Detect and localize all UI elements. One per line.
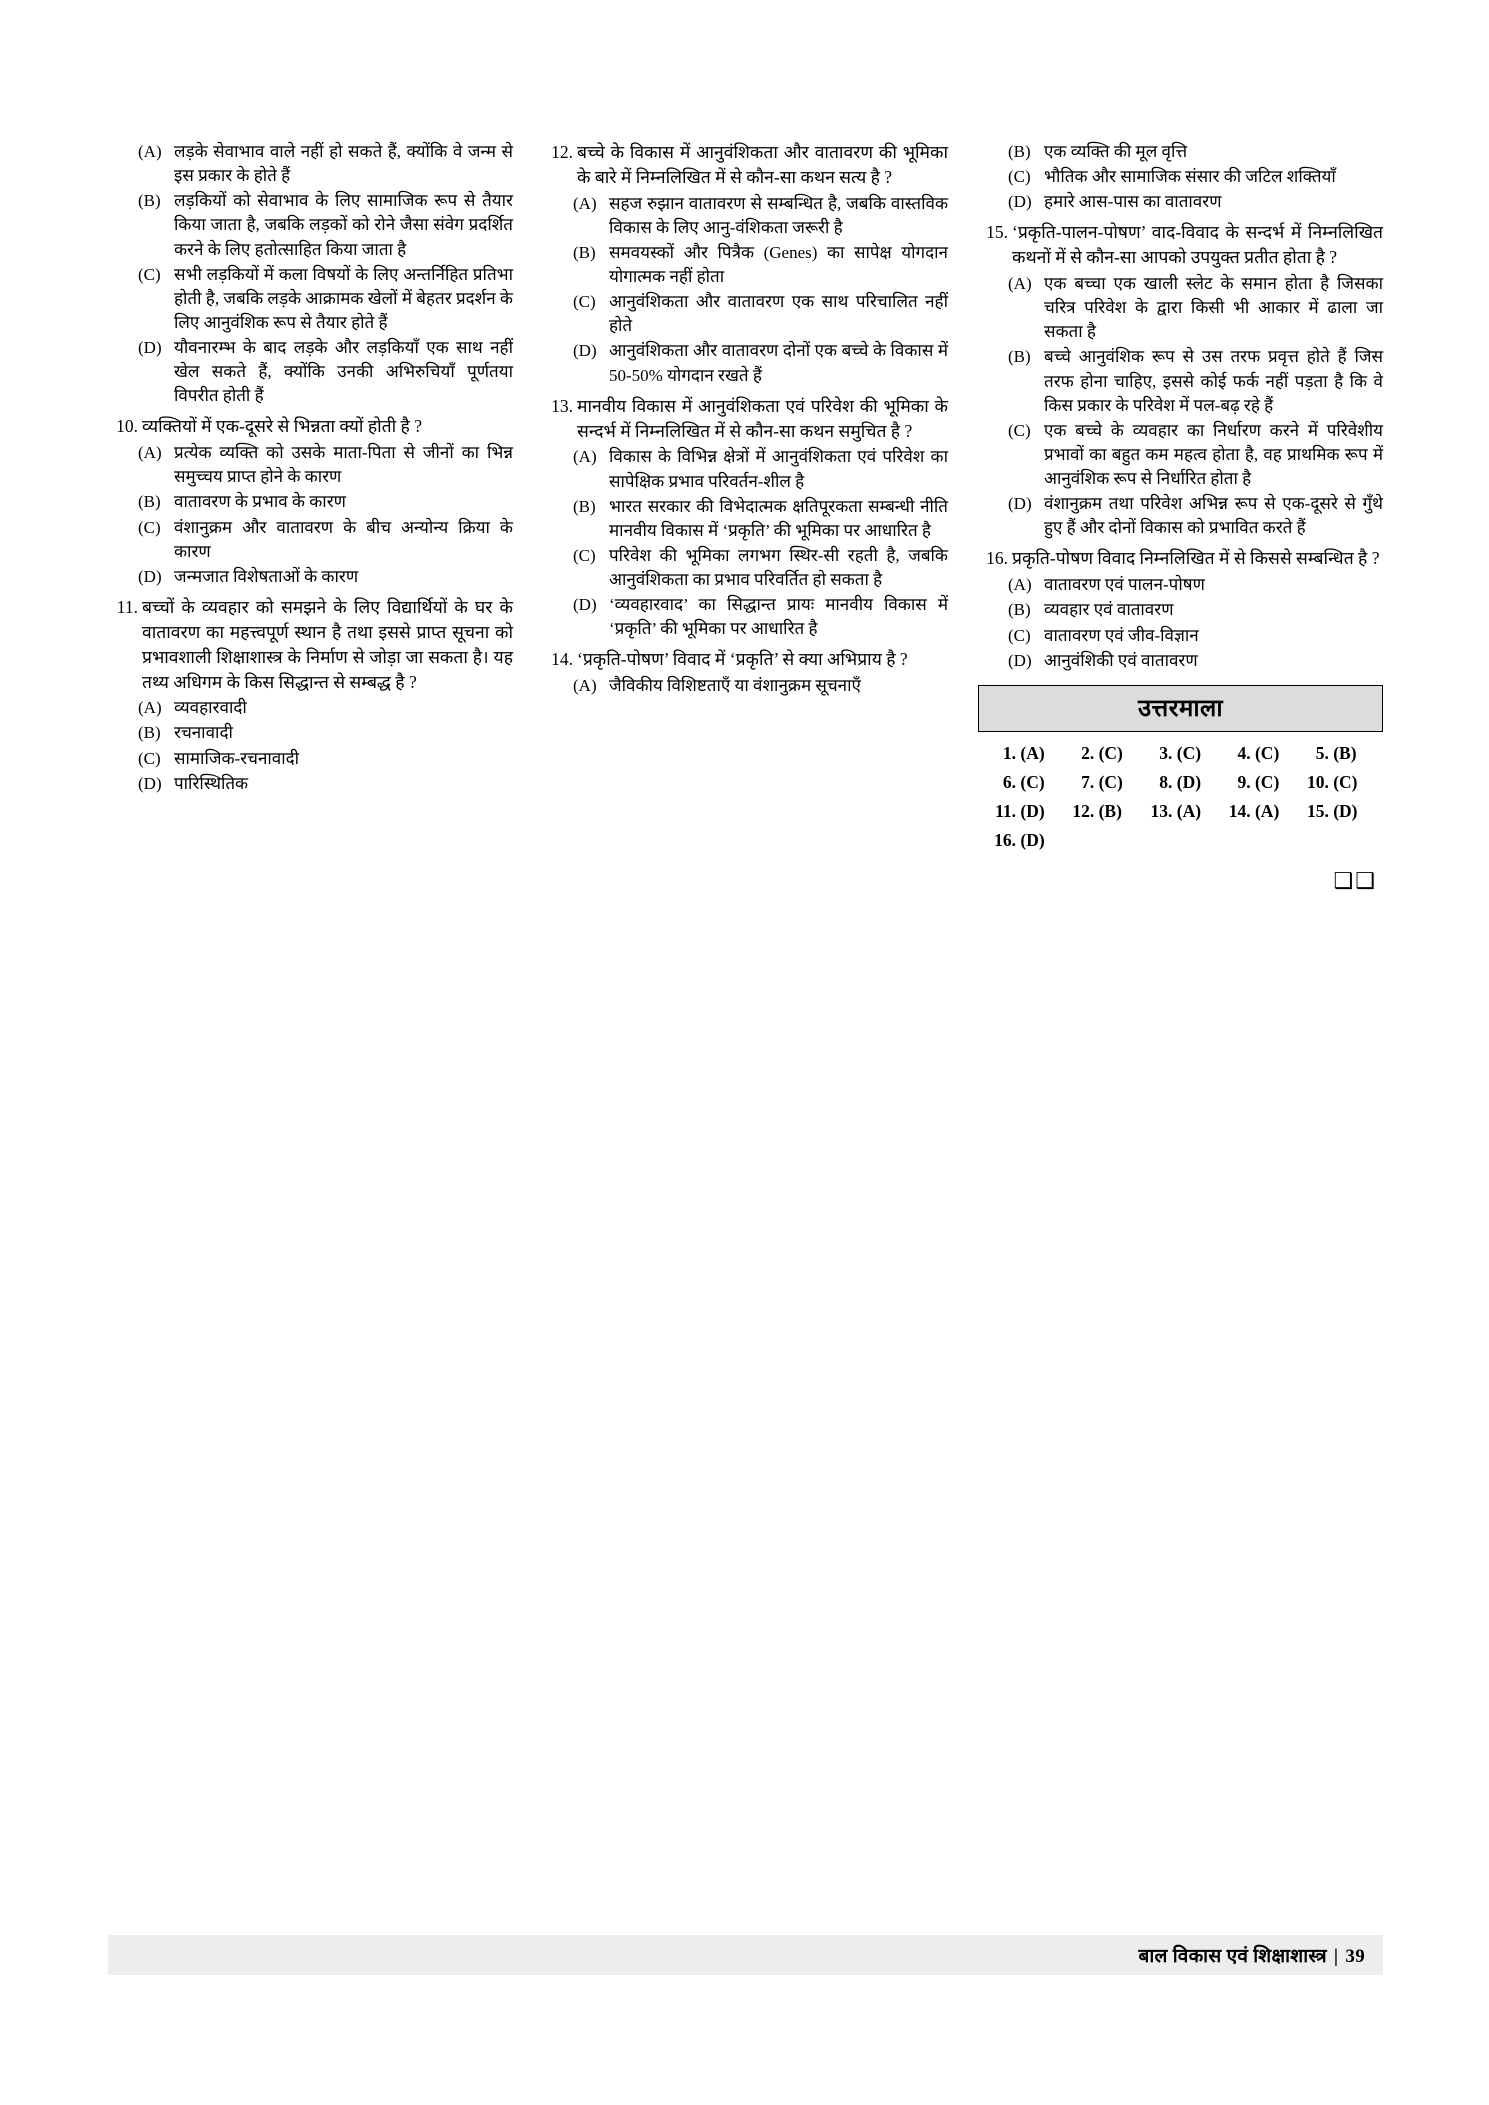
option-item[interactable] <box>978 492 1383 540</box>
question-number: 15. <box>986 222 1008 243</box>
question-row <box>108 595 513 694</box>
question-row <box>543 140 948 190</box>
question-text: प्रकृति-पोषण विवाद निम्नलिखित में से किससे सम्बन्धित है ? <box>1012 548 1380 569</box>
answer-key-cell <box>990 798 1068 825</box>
option-continuation-block <box>108 140 513 408</box>
answer-question-number: 7. <box>1081 771 1095 792</box>
option-text: व्यवहार एवं वातावरण <box>1044 600 1174 620</box>
answer-value: (D) <box>1172 771 1202 792</box>
answer-key-cell <box>1225 740 1303 767</box>
option-item[interactable] <box>543 445 948 493</box>
option-text: आनुवंशिकी एवं वातावरण <box>1044 650 1198 670</box>
answer-key-title: उत्तरमाला <box>978 685 1383 732</box>
option-label: (D) <box>1008 192 1032 212</box>
option-item[interactable] <box>543 593 948 641</box>
option-label: (C) <box>138 748 161 768</box>
answer-question-number: 9. <box>1237 771 1251 792</box>
answer-key-cell <box>1225 769 1303 796</box>
option-text: लड़के सेवाभाव वाले नहीं हो सकते हैं, क्योंकि वे जन्म से इस प्रकार के होते हैं <box>174 142 513 186</box>
option-label: (B) <box>138 492 161 512</box>
answer-key-cell <box>990 769 1068 796</box>
answer-value: (D) <box>1016 830 1045 851</box>
question-row <box>978 220 1383 270</box>
answer-value: (A) <box>1250 801 1280 822</box>
option-text: एक व्यक्ति की मूल वृत्ति <box>1044 142 1188 161</box>
option-text: पारिस्थितिक <box>174 773 249 793</box>
answer-key-cell <box>1146 740 1224 767</box>
option-text: प्रत्येक व्यक्ति को उसके माता-पिता से जीनों का भिन्न समुच्चय प्राप्त होने के कारण <box>174 443 513 487</box>
option-item[interactable] <box>108 747 513 771</box>
option-text: विकास के विभिन्न क्षेत्रों में आनुवंशिकता एवं परिवेश का सापेक्षिक प्रभाव परिवर्तन-शील है <box>609 447 948 491</box>
answer-value: (C) <box>1250 771 1280 792</box>
option-label: (A) <box>573 193 597 213</box>
option-item[interactable] <box>978 573 1383 597</box>
answer-key-cell <box>1225 798 1303 825</box>
option-text: ‘व्यवहारवाद’ का सिद्धान्त प्रायः मानवीय विकास में ‘प्रकृति’ की भूमिका पर आधारित है <box>609 595 948 639</box>
option-label: (C) <box>138 517 161 537</box>
question-number: 13. <box>551 395 573 416</box>
option-item[interactable] <box>543 495 948 543</box>
option-item[interactable] <box>108 263 513 335</box>
option-text: वातावरण एवं जीव-विज्ञान <box>1044 625 1199 645</box>
option-text: जैविकीय विशिष्टताएँ या वंशानुक्रम सूचनाएँ <box>609 676 861 696</box>
option-text: वंशानुक्रम तथा परिवेश अभिन्न रूप से एक-दूसरे से गुँथे हुए हैं और दोनों विकास को प्रभावित करते हैं <box>1044 494 1383 538</box>
option-label: (A) <box>138 443 162 463</box>
option-label: (C) <box>138 264 161 284</box>
column-right <box>978 140 1383 894</box>
answer-key-cell <box>990 740 1068 767</box>
answer-question-number: 13. <box>1150 801 1173 822</box>
option-item[interactable] <box>978 140 1383 164</box>
option-item[interactable] <box>978 272 1383 344</box>
option-item[interactable] <box>108 516 513 564</box>
option-label: (B) <box>1008 600 1031 620</box>
option-label: (C) <box>1008 167 1031 187</box>
column-middle <box>543 140 948 704</box>
option-item[interactable] <box>108 696 513 720</box>
footer-separator: | <box>1333 1946 1339 1967</box>
answer-key-cell <box>1068 769 1146 796</box>
question-block <box>108 595 513 796</box>
answer-key-body <box>978 732 1383 855</box>
answer-key-row <box>990 798 1381 825</box>
option-item[interactable] <box>108 565 513 589</box>
answer-key-cell <box>1068 798 1146 825</box>
option-text: सामाजिक-रचनावादी <box>174 748 300 768</box>
option-label: (B) <box>138 191 161 211</box>
question-row <box>978 546 1383 571</box>
option-text: एक बच्चा एक खाली स्लेट के समान होता है जिसका चरित्र परिवेश के द्वारा किसी भी आकार में ढाला जा सकता है <box>1044 274 1383 342</box>
column-right-questions <box>978 140 1383 673</box>
option-label: (C) <box>573 292 596 312</box>
question-text: ‘प्रकृति-पोषण’ विवाद में ‘प्रकृति’ से क्या अभिप्राय है ? <box>577 649 908 670</box>
option-label: (B) <box>1008 347 1031 367</box>
question-text: बच्चे के विकास में आनुवंशिकता और वातावरण की भूमिका के बारे में निम्नलिखित में से कौन-सा कथन सत्य है ? <box>577 142 948 187</box>
question-block <box>108 414 513 589</box>
option-text: यौवनारम्भ के बाद लड़के और लड़कियाँ एक साथ नहीं खेल सकते हैं, क्योंकि उनकी अभिरुचियाँ पूर्णतया विपरीत होती हैं <box>174 338 513 406</box>
option-text: वंशानुक्रम और वातावरण के बीच अन्योन्य क्रिया के कारण <box>174 517 513 561</box>
option-item[interactable] <box>108 721 513 745</box>
question-text: मानवीय विकास में आनुवंशिकता एवं परिवेश की भूमिका के सन्दर्भ में निम्नलिखित में से कौन-सा कथन समुचित है ? <box>577 395 948 441</box>
question-row <box>543 647 948 672</box>
answer-question-number: 4. <box>1237 742 1251 763</box>
answer-key-row <box>990 769 1381 796</box>
option-item[interactable] <box>543 339 948 387</box>
option-item[interactable] <box>978 190 1383 214</box>
question-text: ‘प्रकृति-पालन-पोषण’ वाद-विवाद के सन्दर्भ में निम्नलिखित कथनों में से कौन-सा आपको उपयुक्त प्रतीत होता है ? <box>1012 222 1383 268</box>
option-text: रचनावादी <box>174 723 233 743</box>
answer-key-row <box>990 740 1381 767</box>
option-label: (D) <box>138 566 162 586</box>
option-item[interactable] <box>978 419 1383 491</box>
page-footer <box>108 1935 1383 1975</box>
answer-question-number: 11. <box>995 801 1016 822</box>
answer-value: (A) <box>1016 742 1045 763</box>
answer-question-number: 5. <box>1315 742 1329 763</box>
answer-question-number: 16. <box>994 830 1016 851</box>
option-item[interactable] <box>978 624 1383 648</box>
answer-key-cell <box>1303 769 1381 796</box>
footer-label <box>1138 1942 1383 1968</box>
column-left <box>108 140 513 802</box>
answer-key-cell <box>990 827 1070 854</box>
answer-key-cell <box>1146 798 1224 825</box>
answer-question-number: 10. <box>1306 771 1329 792</box>
option-label: (D) <box>1008 650 1032 670</box>
content-columns <box>108 140 1383 894</box>
option-label: (A) <box>1008 575 1032 595</box>
question-number: 10. <box>116 416 138 437</box>
option-label: (C) <box>1008 420 1031 440</box>
option-label: (D) <box>138 338 162 357</box>
question-number: 14. <box>551 649 573 670</box>
question-number: 12. <box>551 142 573 162</box>
answer-value: (D) <box>1328 801 1358 822</box>
option-text: बच्चे आनुवंशिक रूप से उस तरफ प्रवृत्त होते हैं जिस तरफ होना चाहिए, इससे कोई फर्क नहीं पड़ता है कि वे किस प्रकार के परिवेश में पल-बढ़ रहे हैं <box>1044 347 1383 415</box>
option-label: (A) <box>1008 274 1032 294</box>
answer-key-cell <box>1068 740 1146 767</box>
option-label: (B) <box>573 496 596 516</box>
answer-value: (C) <box>1172 742 1202 763</box>
answer-question-number: 2. <box>1081 742 1095 763</box>
option-item[interactable] <box>543 241 948 289</box>
option-label: (D) <box>573 341 597 361</box>
option-item[interactable] <box>543 544 948 592</box>
option-item[interactable] <box>108 189 513 261</box>
answer-value: (D) <box>1016 801 1045 822</box>
answer-key-cell <box>1146 769 1224 796</box>
answer-question-number: 1. <box>1002 742 1016 763</box>
option-item[interactable] <box>978 165 1383 189</box>
question-row <box>543 394 948 444</box>
question-number: 11. <box>116 596 138 617</box>
answer-value: (A) <box>1172 801 1202 822</box>
option-text: हमारे आस-पास का वातावरण <box>1044 192 1222 212</box>
option-text: सहज रुझान वातावरण से सम्बन्धित है, जबकि वास्तविक विकास के लिए आनु-वंशिकता जरूरी है <box>609 193 948 237</box>
question-block <box>978 220 1383 540</box>
option-item[interactable] <box>108 140 513 188</box>
question-row <box>108 414 513 439</box>
option-label: (A) <box>138 698 162 718</box>
question-number: 16. <box>986 548 1008 569</box>
question-text: बच्चों के व्यवहार को समझने के लिए विद्यार्थियों के घर के वातावरण का महत्त्वपूर्ण स्थान है तथा इससे प्राप्त सूचना को प्रभावशाली शिक्षाशास्त्र के निर्माण से जोड़ा जा सकता है। यह तथ्य अधिगम के किस सिद्धान्त से सम्बद्ध है ? <box>142 596 513 692</box>
option-text: जन्मजात विशेषताओं के कारण <box>174 566 359 586</box>
option-text: वातावरण के प्रभाव के कारण <box>174 492 346 512</box>
option-item[interactable] <box>543 192 948 240</box>
footer-page-number: 39 <box>1345 1946 1365 1967</box>
answer-question-number: 15. <box>1306 801 1329 822</box>
answer-value: (C) <box>1328 771 1358 792</box>
footer-chapter-title: बाल विकास एवं शिक्षाशास्त्र <box>1138 1946 1327 1967</box>
answer-value: (B) <box>1094 801 1122 822</box>
answer-value: (C) <box>1094 742 1123 763</box>
option-item[interactable] <box>543 290 948 338</box>
question-text: व्यक्तियों में एक-दूसरे से भिन्नता क्यों होती है ? <box>142 416 422 437</box>
answer-key-cell <box>1303 798 1381 825</box>
option-text: व्यवहारवादी <box>174 698 247 718</box>
answer-question-number: 12. <box>1072 801 1095 822</box>
answer-question-number: 3. <box>1159 742 1173 763</box>
option-label: (A) <box>138 142 162 161</box>
option-text: लड़कियों को सेवाभाव के लिए सामाजिक रूप से तैयार किया जाता है, जबकि लड़कों को रोने जैसा संवेग प्रदर्शित करने के लिए हतोत्साहित किया जाता है <box>174 191 513 259</box>
option-item[interactable] <box>108 772 513 796</box>
question-block <box>543 394 948 642</box>
question-block <box>978 546 1383 672</box>
option-item[interactable] <box>108 336 513 408</box>
option-label: (D) <box>138 773 162 793</box>
option-item[interactable] <box>108 441 513 489</box>
option-label: (A) <box>573 447 597 467</box>
option-label: (B) <box>138 723 161 743</box>
option-item[interactable] <box>978 598 1383 622</box>
end-of-chapter-mark: ❑❑ <box>1333 868 1377 894</box>
option-text: आनुवंशिकता और वातावरण एक साथ परिचालित नहीं होते <box>609 292 948 336</box>
option-text: समवयस्कों और पित्रैक (Genes) का सापेक्ष योगदान योगात्मक नहीं होता <box>609 242 948 287</box>
option-text: आनुवंशिकता और वातावरण दोनों एक बच्चे के विकास में 50-50% योगदान रखते हैं <box>609 341 948 385</box>
answer-key-cell <box>1303 740 1381 767</box>
option-text: परिवेश की भूमिका लगभग स्थिर-सी रहती है, जबकि आनुवंशिकता का प्रभाव परिवर्तित हो सकता है <box>609 545 948 589</box>
question-block <box>543 140 948 388</box>
option-text: भारत सरकार की विभेदात्मक क्षतिपूरकता सम्बन्धी नीति मानवीय विकास में ‘प्रकृति’ की भूमिका पर आधारित है <box>609 496 948 540</box>
option-item[interactable] <box>978 649 1383 673</box>
option-label: (D) <box>1008 494 1032 514</box>
answer-question-number: 6. <box>1002 771 1016 792</box>
option-item[interactable] <box>978 345 1383 417</box>
option-label: (B) <box>573 242 596 262</box>
answer-question-number: 14. <box>1228 801 1251 822</box>
option-label: (C) <box>573 545 596 565</box>
option-text: वातावरण एवं पालन-पोषण <box>1044 575 1205 595</box>
answer-value: (B) <box>1328 742 1357 763</box>
answer-value: (C) <box>1016 771 1045 792</box>
option-continuation-block <box>978 140 1383 214</box>
option-label: (B) <box>1008 142 1031 161</box>
option-text: सभी लड़कियों में कला विषयों के लिए अन्तर्निहित प्रतिभा होती है, जबकि लड़के आक्रामक खेलों में बेहतर प्रदर्शन के लिए आनुवंशिक रूप से तैयार होते हैं <box>174 264 513 332</box>
option-item[interactable] <box>108 490 513 514</box>
option-text: एक बच्चे के व्यवहार का निर्धारण करने में परिवेशीय प्रभावों का बहुत कम महत्व होता है, वह प्राथमिक रूप में आनुवंशिक रूप से निर्धारित होता है <box>1044 420 1383 489</box>
answer-value: (C) <box>1250 742 1280 763</box>
option-item[interactable] <box>543 674 948 698</box>
option-label: (C) <box>1008 625 1031 645</box>
answer-value: (C) <box>1094 771 1123 792</box>
option-text: भौतिक और सामाजिक संसार की जटिल शक्तियाँ <box>1044 167 1336 187</box>
answer-key-row <box>990 827 1381 854</box>
option-label: (A) <box>573 676 597 696</box>
option-label: (D) <box>573 595 597 615</box>
question-block <box>543 647 948 698</box>
answer-question-number: 8. <box>1159 771 1173 792</box>
